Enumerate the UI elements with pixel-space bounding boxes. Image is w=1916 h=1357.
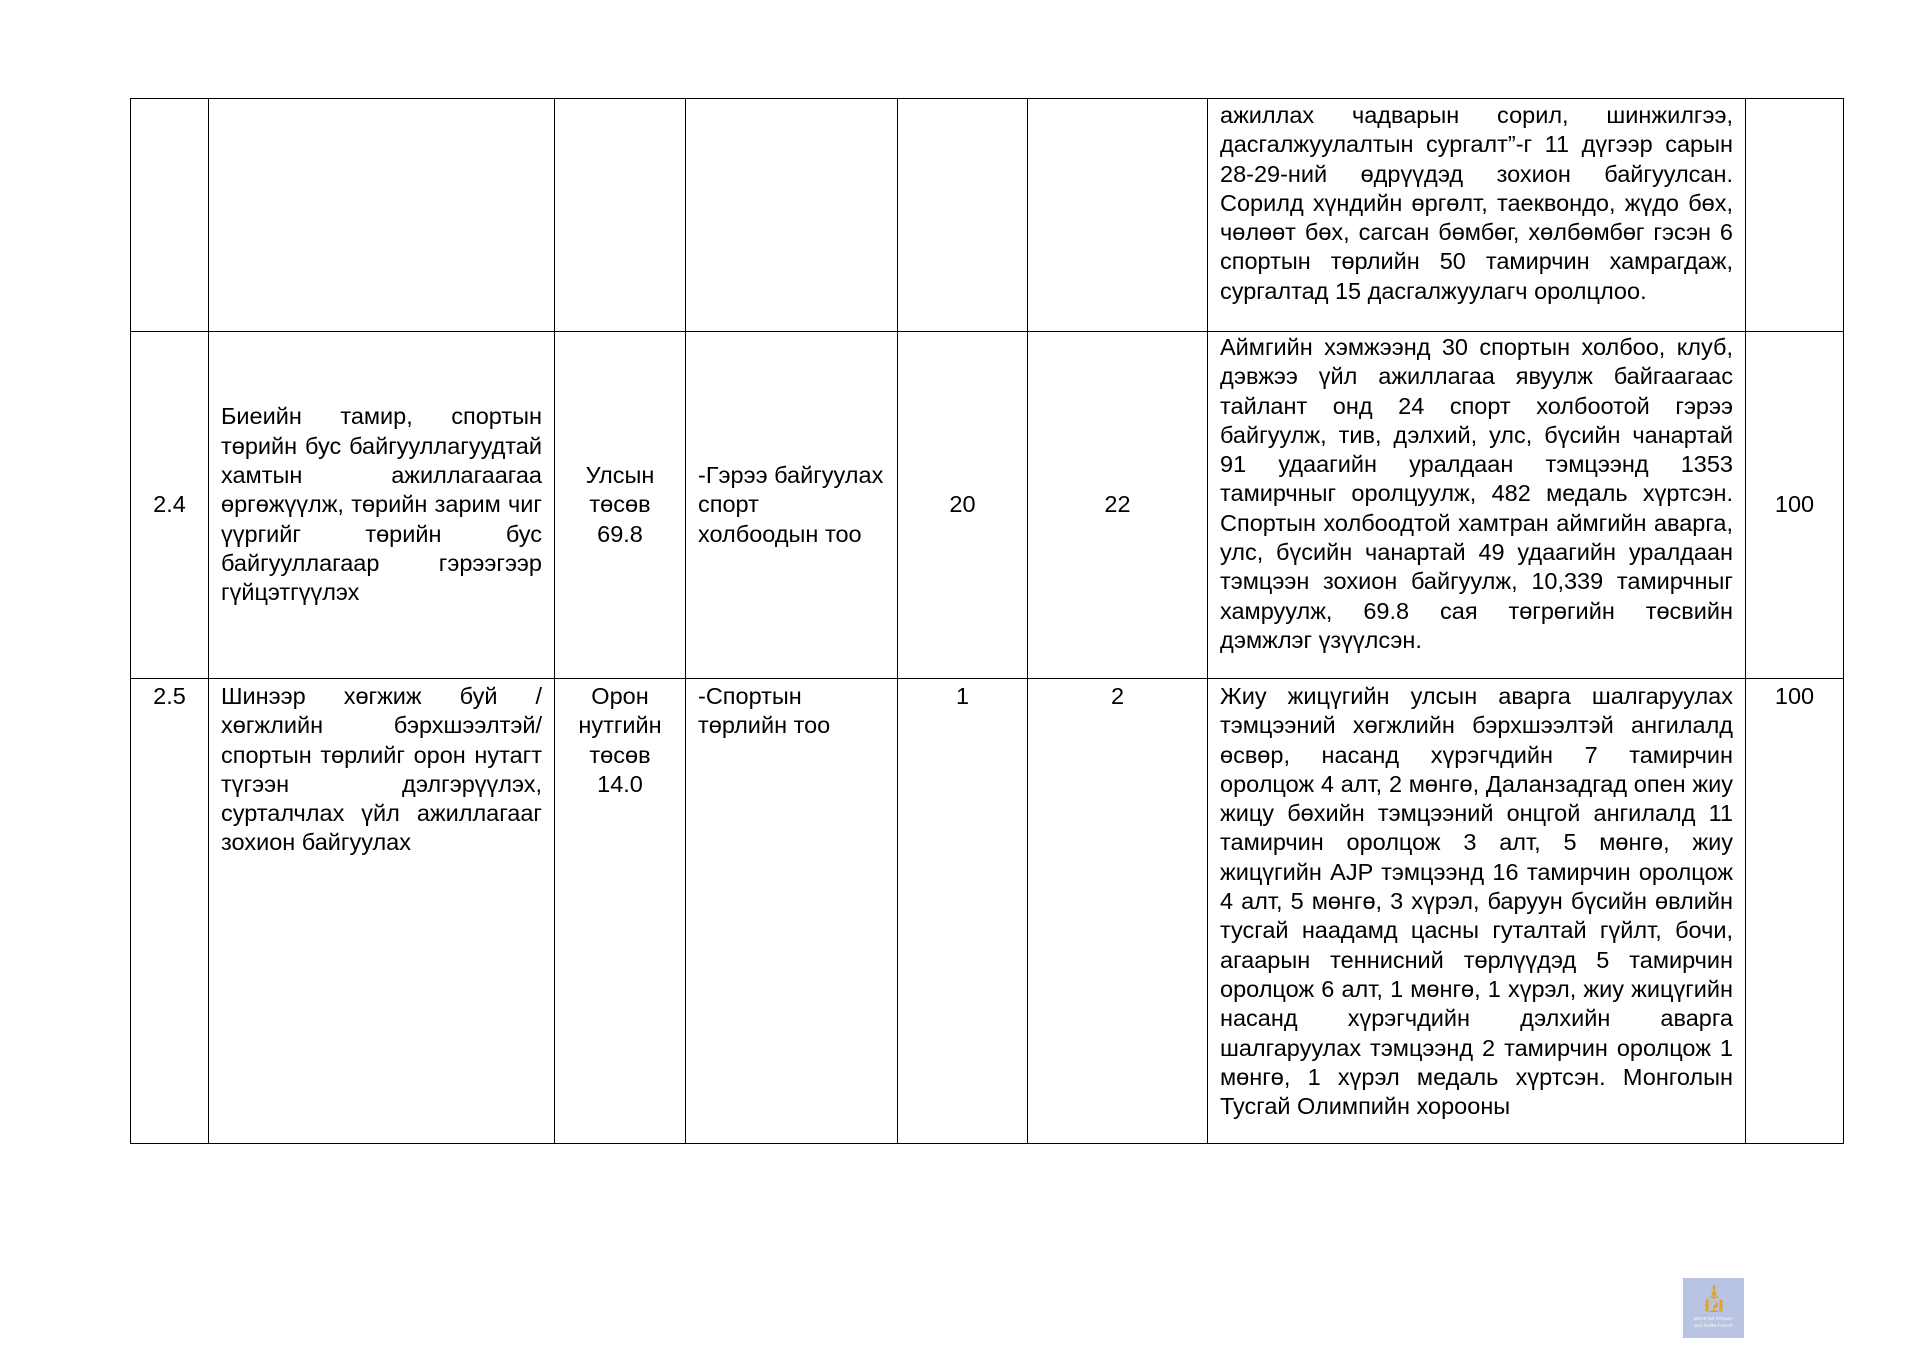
target-cell: 2 bbox=[1028, 679, 1208, 1144]
row-number: 2.4 bbox=[131, 332, 209, 679]
report-cell: ажиллах чадварын сорил, шинжилгээ, дасгалжуулалтын сургалт”-г 11 дүгээр сарын 28-29-ний өдрүүдэд зохион байгуулсан. Сорилд хүндийн өргөлт, таеквондо, жүдо бөх, чөлөөт бөх, сагсан бөмбөг, хөлбөмбөг гэсэн 6 спортын төрлийн 50 тамирчин хамрагдаж, сургалтад 15 дасгалжуулагч оролцлоо. bbox=[1208, 99, 1746, 332]
baseline-cell: 20 bbox=[898, 332, 1028, 679]
report-cell: Аймгийн хэмжээнд 30 спортын холбоо, клуб, дэвжээ үйл ажиллагаа явуулж байгаагаас тайлант онд 24 спорт холбоотой гэрээ байгуулж, тив, дэлхий, улс, бүсийн чанартай 91 удаагийн уралдаан тэмцээнд 1353 тамирчныг оролцуулж, 482 медаль хүртсэн. Спортын холбоодтой хамтран аймгийн аварга, улс, бүсийн чанартай 49 удаагийн уралдаан тэмцээн зохион байгуулж, 10,339 тамирчныг хамруулж, 69.8 сая төгрөгийн төсвийн дэмжлэг үзүүлсэн. bbox=[1208, 332, 1746, 679]
target-cell bbox=[1028, 99, 1208, 332]
budget-cell: Орон нутгийн төсөв 14.0 bbox=[555, 679, 686, 1144]
percent-cell: 100 bbox=[1746, 679, 1844, 1144]
logo-caption-line2: ЗАСГИЙН ГАЗАР bbox=[1694, 1323, 1733, 1328]
percent-cell: 100 bbox=[1746, 332, 1844, 679]
budget-cell: Улсын төсөв 69.8 bbox=[555, 332, 686, 679]
table-row bbox=[131, 99, 1844, 332]
row-number bbox=[131, 99, 209, 332]
government-logo bbox=[1683, 1278, 1744, 1338]
indicator-cell bbox=[686, 99, 898, 332]
row-number: 2.5 bbox=[131, 679, 209, 1144]
indicator-cell: -Гэрээ байгуулах спорт холбоодын тоо bbox=[686, 332, 898, 679]
report-cell: Жиу жицүгийн улсын аварга шалгаруулах тэмцээний хөгжлийн бэрхшээлтэй ангилалд өсвөр, насанд хүрэгчдийн 7 тамирчин оролцож 4 алт, 2 мөнгө, Даланзадгад опен жиу жицу бөхийн тэмцээний онцгой ангилалд 11 тамирчин оролцож 3 алт, 5 мөнгө, жиу жицүгийн AJP тэмцээнд 16 тамирчин оролцож 4 алт, 5 мөнгө, 3 хүрэл, баруун бүсийн өвлийн тусгай наадамд цасны гуталтай гүйлт, бочи, агаарын теннисний төрлүүдэд 5 тамирчин оролцож 6 алт, 1 мөнгө, 1 хүрэл, жиу жицүгийн насанд хүрэгчдийн дэлхийн аварга шалгаруулах тэмцээнд 2 тамирчин оролцож 1 мөнгө, 1 хүрэл медаль хүртсэн. Монголын Тусгай Олимпийн хорооны bbox=[1208, 679, 1746, 1144]
indicator-cell: -Спортын төрлийн тоо bbox=[686, 679, 898, 1144]
goal-cell: Шинээр хөгжиж буй /хөгжлийн бэрхшээлтэй/ спортын төрлийг орон нутагт түгээн дэлгэрүүлэх, сурталчлах үйл ажиллагааг зохион байгуулах bbox=[209, 679, 555, 1144]
report-table bbox=[130, 98, 1844, 1144]
target-cell: 22 bbox=[1028, 332, 1208, 679]
baseline-cell: 1 bbox=[898, 679, 1028, 1144]
logo-caption-line1: МОНГОЛ УЛСЫН bbox=[1694, 1316, 1733, 1321]
percent-cell bbox=[1746, 99, 1844, 332]
soyombo-emblem-icon bbox=[1703, 1284, 1725, 1314]
goal-cell bbox=[209, 99, 555, 332]
goal-cell: Биеийн тамир, спортын төрийн бус байгууллагуудтай хамтын ажиллагаагаа өргөжүүлж, төрийн зарим чиг үүргийг төрийн бус байгууллагаар гэрээгээр гүйцэтгүүлэх bbox=[209, 332, 555, 679]
table-row bbox=[131, 679, 1844, 1144]
table-row bbox=[131, 332, 1844, 679]
baseline-cell bbox=[898, 99, 1028, 332]
budget-cell bbox=[555, 99, 686, 332]
